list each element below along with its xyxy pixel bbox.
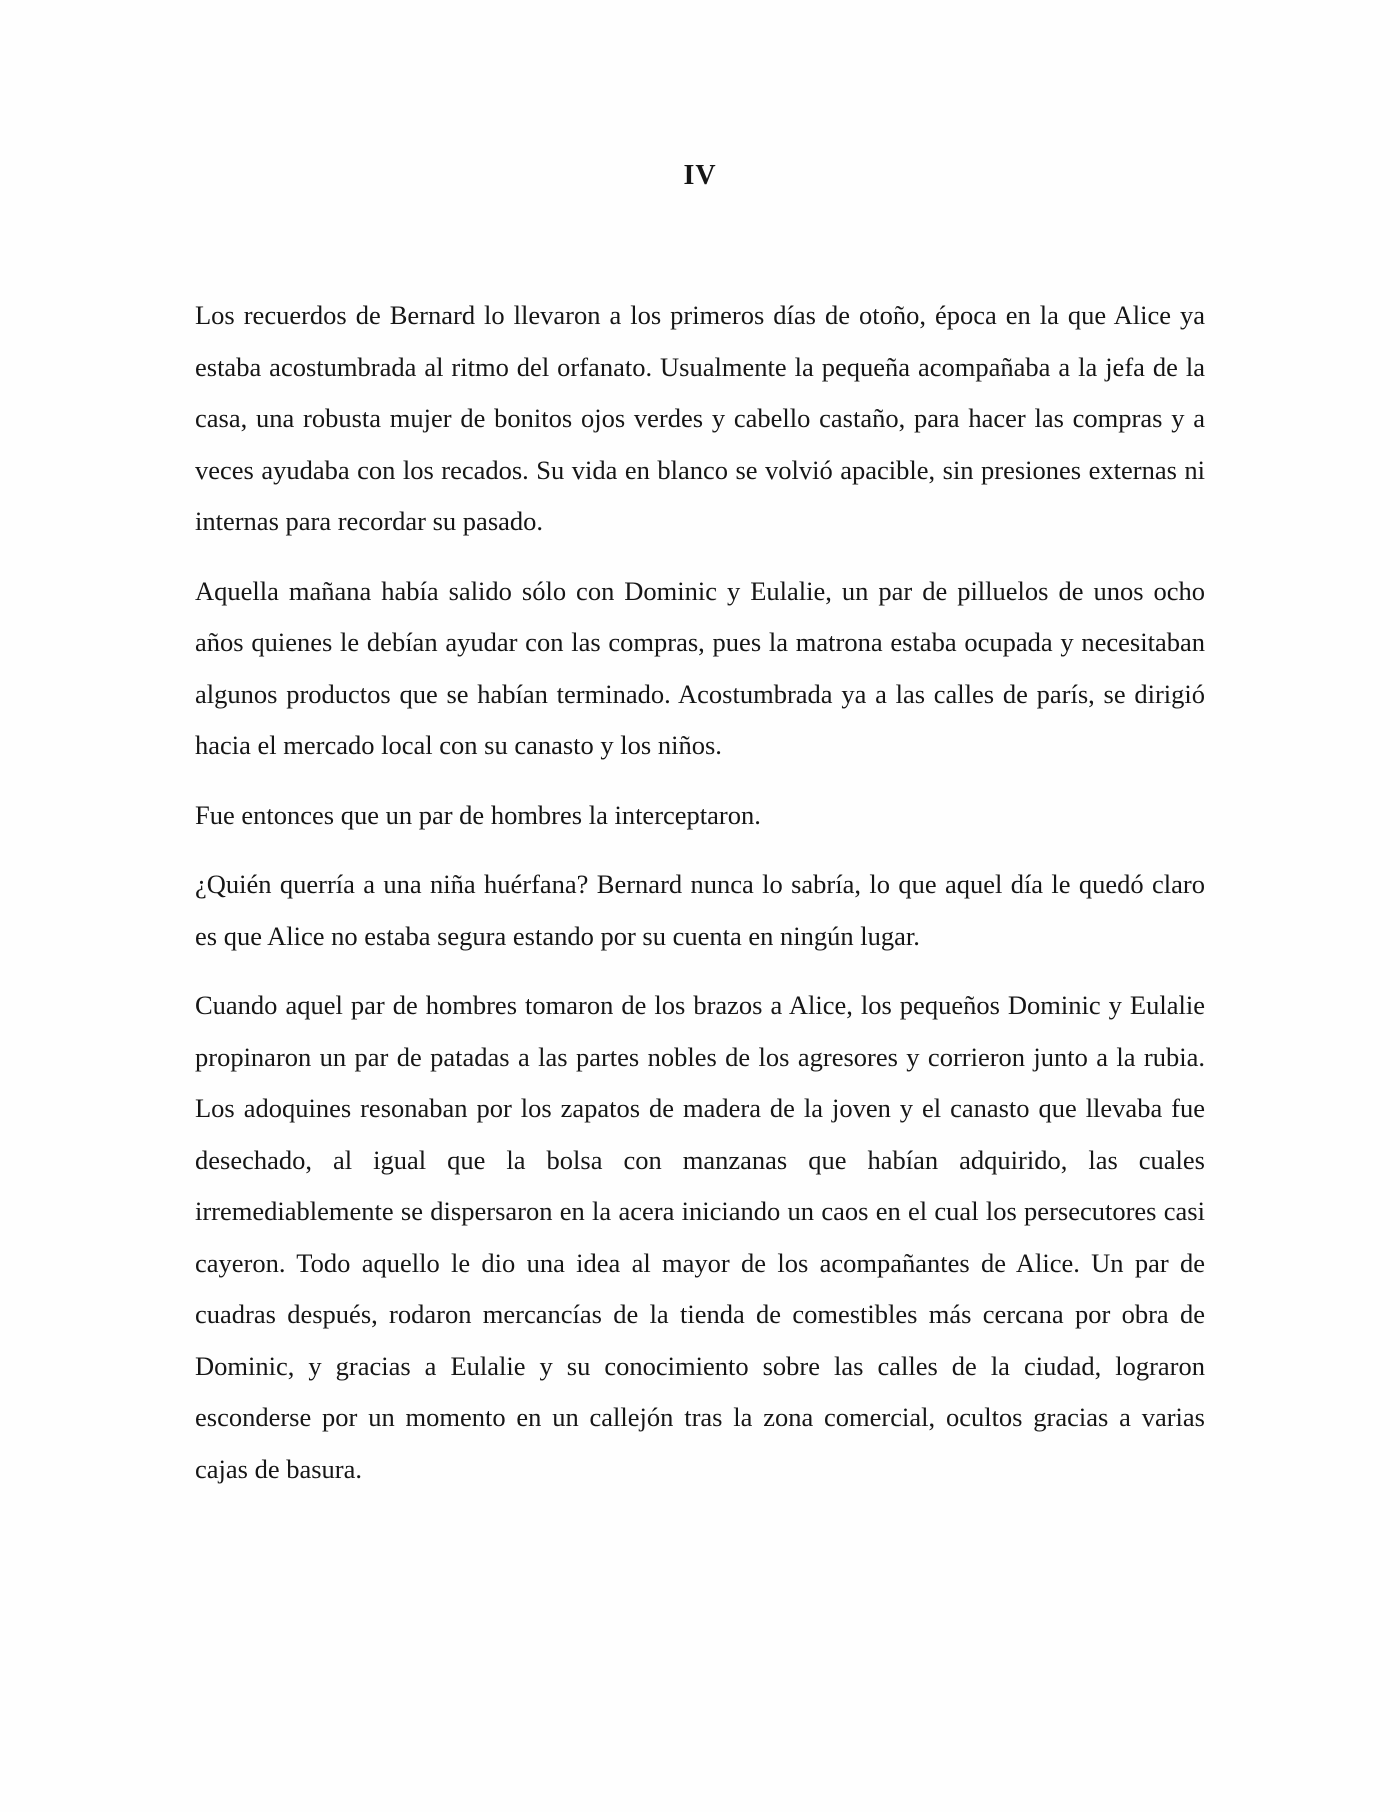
paragraph: Cuando aquel par de hombres tomaron de los brazos a Alice, los pequeños Dominic y Eulalie propinaron un par de patadas a las partes nobles de los agresores y corrieron junto a la rubia. Los adoquines resonaban por los zapatos de madera de la joven y el canasto que llevaba fue desechado, al igual que la bolsa con manzanas que habían adquirido, las cuales irremediablemente se dispersaron en la acera iniciando un caos en el cual los persecutores casi cayeron. Todo aquello le dio una idea al mayor de los acompañantes de Alice. Un par de cuadras después, rodaron mercancías de la tienda de comestibles más cercana por obra de Dominic, y gracias a Eulalie y su conocimiento sobre las calles de la ciudad, lograron esconderse por un momento en un callejón tras la zona comercial, ocultos gracias a varias cajas de basura. bbox=[195, 990, 1205, 1484]
paragraph: Aquella mañana había salido sólo con Dominic y Eulalie, un par de pilluelos de unos ocho años quienes le debían ayudar con las compras, pues la matrona estaba ocupada y necesitaban algunos productos que se habían terminado. Acostumbrada ya a las calles de parís, se dirigió hacia el mercado local con su canasto y los niños. bbox=[195, 575, 1205, 760]
chapter-heading: IV bbox=[683, 160, 717, 191]
paragraph: Los recuerdos de Bernard lo llevaron a los primeros días de otoño, época en la que Alice ya estaba acostumbrada al ritmo del orfanato. Usualmente la pequeña acompañaba a la jefa de la casa, una robusta mujer de bonitos ojos verdes y cabello castaño, para hacer las compras y a veces ayudaba con los recados. Su vida en blanco se volvió apacible, sin presiones externas ni internas para recordar su pasado. bbox=[195, 300, 1205, 536]
chapter-body bbox=[195, 290, 1205, 1513]
paragraph: Fue entonces que un par de hombres la interceptaron. bbox=[195, 799, 761, 830]
paragraph: ¿Quién querría a una niña huérfana? Bernard nunca lo sabría, lo que aquel día le quedó claro es que Alice no estaba segura estando por su cuenta en ningún lugar. bbox=[195, 869, 1205, 951]
